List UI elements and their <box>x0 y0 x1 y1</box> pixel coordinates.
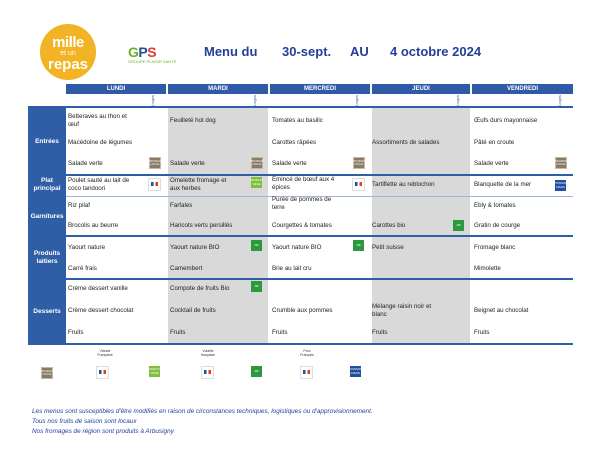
entree-mercredi-2: Carottes râpées <box>272 139 317 146</box>
legend-vege-badge: PRODUIT VÉGÉ <box>149 366 160 377</box>
category-desserts <box>28 280 66 344</box>
dessert-jeudi-1: Mélange raisin noir et <box>372 303 432 310</box>
gps-logo: GPS <box>128 44 157 60</box>
dessert-jeudi-2: blanc <box>372 311 387 318</box>
legend-viande-line-1: Viande <box>99 349 111 353</box>
entree-mardi-2: Salade verte <box>170 160 205 167</box>
category-entrees-label: Entrées <box>35 138 59 145</box>
laitier-lundi-2: Carré frais <box>68 265 97 272</box>
brand-line-1: mille <box>52 34 84 51</box>
dessert-vendredi-2: Fruits <box>474 329 490 336</box>
laitier-mercredi-1: Yaourt nature BIO <box>272 244 322 251</box>
legend-porc-francais-badge <box>300 366 313 379</box>
dessert-vendredi-1: Beignet au chocolat <box>474 307 529 314</box>
garniture-lundi-2: Brocolis au beurre <box>68 222 119 229</box>
date-separator: AU <box>350 44 369 59</box>
legend-porc-caption <box>292 349 322 357</box>
logos-label-lundi: Logos <box>150 95 155 106</box>
garniture-vendredi-2: Gratin de courge <box>474 222 521 229</box>
category-plat-label-1: Plat <box>41 177 53 184</box>
bio-badge: AB <box>251 281 262 292</box>
plat-mercredi-2: épices <box>272 184 290 191</box>
laitier-mardi-1: Yaourt nature BIO <box>170 244 220 251</box>
garniture-mercredi-1: Purée de pommes de <box>272 196 332 203</box>
plat-vendredi-1: Blanquette de la mer <box>474 181 532 188</box>
garniture-mardi-1: Farfales <box>170 202 193 209</box>
plat-mardi-1: Omelette fromage et <box>170 177 227 184</box>
laitier-lundi-1: Yaourt nature <box>68 244 106 251</box>
dessert-mardi-2: Cocktail de fruits <box>170 307 216 314</box>
legend-viande-line-2: Française <box>97 353 113 357</box>
day-header-vendredi: VENDREDI <box>472 84 573 94</box>
viande-francaise-badge <box>352 178 365 191</box>
dessert-jeudi-3: Fruits <box>372 329 388 336</box>
entree-vendredi-2: Pâté en croute <box>474 139 515 146</box>
bio-badge: AB <box>353 240 364 251</box>
plat-lundi-1: Poulet sauté au lait de <box>68 177 130 184</box>
disclaimer-line-3: Nos fromages de région sont produits à Arbusigny <box>32 428 174 435</box>
dessert-mardi-3: Fruits <box>170 329 186 336</box>
date-start: 30-sept. <box>282 44 332 59</box>
day-header-jeudi: JEUDI <box>372 84 470 94</box>
legend-porc-line-2: Français <box>300 353 314 357</box>
plat-mardi-2: aux herbes <box>170 185 201 192</box>
category-plat-garnitures <box>28 176 66 236</box>
legend-poisson-frais-badge: POISSON FRAIS <box>350 366 361 377</box>
logos-label-vendredi: Logos <box>557 95 562 106</box>
disclaimer-line-1: Les menus sont susceptibles d'être modifiés en raison de circonstances techniques, logistiques ou d'approvisionnement. <box>32 408 373 415</box>
entree-vendredi-3: Salade verte <box>474 160 509 167</box>
local-product-badge: PRODUIT LOCAL <box>149 157 161 169</box>
garniture-vendredi-1: Ebly & tomates <box>474 202 516 209</box>
legend-viande-francaise-badge <box>96 366 109 379</box>
dessert-mercredi-2: Fruits <box>272 329 288 336</box>
day-header-mardi: MARDI <box>168 84 268 94</box>
menu-label: Menu du <box>204 44 258 59</box>
mille-et-un-repas-logo <box>40 24 96 80</box>
legend-volaille-francaise-badge <box>201 366 214 379</box>
legend-volaille-caption <box>193 349 223 357</box>
date-end: 4 octobre 2024 <box>390 44 482 59</box>
entree-vendredi-1: Œufs durs mayonnaise <box>474 117 538 124</box>
laitier-mardi-2: Camembert <box>170 265 203 272</box>
entree-lundi-1: Betteraves au thon et <box>68 113 127 120</box>
disclaimer-line-2: Tous nos fruits de saison sont locaux <box>32 418 137 425</box>
dessert-mercredi-1: Crumble aux pommes <box>272 307 333 314</box>
dessert-lundi-1: Crème dessert vanille <box>68 285 128 292</box>
entree-mercredi-3: Salade verte <box>272 160 307 167</box>
garniture-mercredi-2: terre <box>272 204 285 211</box>
legend-bio-badge: AB <box>251 366 262 377</box>
local-product-badge: PRODUIT LOCAL <box>353 157 365 169</box>
entree-mercredi-1: Tomates au basilic <box>272 117 323 124</box>
entree-mardi-1: Feuilleté hot dog <box>170 117 216 124</box>
plat-lundi-2: coco tandoori <box>68 185 106 192</box>
laitier-jeudi-1: Petit suisse <box>372 244 404 251</box>
logos-label-jeudi: Logos <box>455 95 460 106</box>
volaille-francaise-badge <box>148 178 161 191</box>
category-plat-label-2: principal <box>33 185 61 192</box>
garniture-jeudi-1: Carottes bio <box>372 222 406 229</box>
garniture-lundi-1: Riz pilaf <box>68 202 91 209</box>
legend-local-badge: PRODUIT LOCAL <box>41 367 53 379</box>
plat-jeudi-1: Tartiflette au reblochon <box>372 181 435 188</box>
entree-lundi-4: Salade verte <box>68 160 103 167</box>
day-header-mercredi: MERCREDI <box>270 84 370 94</box>
local-product-badge: PRODUIT LOCAL <box>555 157 567 169</box>
entree-lundi-3: Macédoine de légumes <box>68 139 132 146</box>
bio-badge: AB <box>453 220 464 231</box>
entree-lundi-2: œuf <box>68 121 80 128</box>
category-laitiers <box>28 237 66 279</box>
row-divider-desserts <box>28 278 573 280</box>
entree-jeudi-1: Assortiments de salades <box>372 139 440 146</box>
category-desserts-label: Desserts <box>33 308 61 315</box>
legend-volaille-line-2: française <box>200 353 216 357</box>
category-garnitures-label: Garnitures <box>30 213 64 220</box>
dessert-lundi-3: Fruits <box>68 329 84 336</box>
row-divider-laitiers <box>28 235 573 237</box>
garniture-mardi-2: Haricots verts persillés <box>170 222 233 229</box>
poisson-frais-badge: POISSON FRAIS <box>555 180 566 191</box>
brand-line-2: et un <box>60 50 76 57</box>
category-laitiers-label-1: Produits <box>33 250 61 257</box>
logos-label-mercredi: Logos <box>354 95 359 106</box>
plat-mercredi-1: Emincé de bœuf aux 4 <box>272 176 335 183</box>
garniture-mercredi-3: Courgettes & tomates <box>272 222 332 229</box>
dessert-lundi-2: Crème dessert chocolat <box>68 307 134 314</box>
bio-badge: AB <box>251 240 262 251</box>
local-product-badge: PRODUIT LOCAL <box>251 157 263 169</box>
laitier-vendredi-2: Mimolette <box>474 265 501 272</box>
gps-tagline: GROUPE PLAISIR SANTÉ <box>128 59 177 64</box>
legend-porc-line-1: Porc <box>303 349 311 353</box>
laitier-mercredi-2: Brie au lait cru <box>272 265 312 272</box>
row-divider-top <box>28 106 573 108</box>
brand-line-3: repas <box>47 56 89 73</box>
dessert-mardi-1: Compote de fruits Bio <box>170 285 230 292</box>
legend-volaille-line-1: Volaille <box>202 349 214 353</box>
category-laitiers-label-2: laitiers <box>36 258 58 265</box>
row-divider-bottom <box>28 343 573 345</box>
logos-label-mardi: Logos <box>252 95 257 106</box>
day-header-lundi: LUNDI <box>66 84 166 94</box>
laitier-vendredi-1: Fromage blanc <box>474 244 516 251</box>
legend-viande-caption <box>90 349 120 357</box>
category-entrees <box>28 108 66 176</box>
vege-product-badge: PRODUIT VÉGÉ <box>251 177 262 188</box>
